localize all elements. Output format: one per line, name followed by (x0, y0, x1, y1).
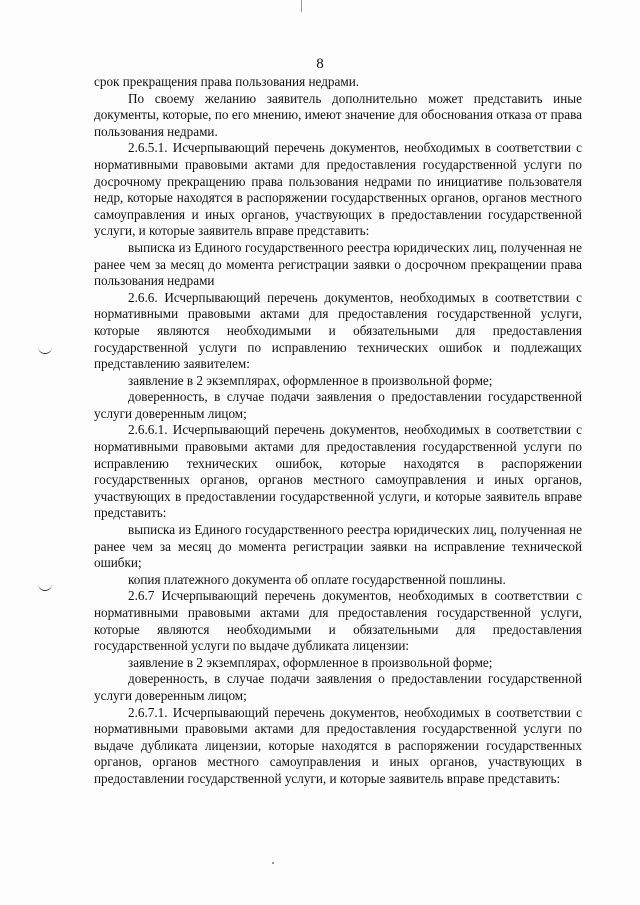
paragraph: 2.6.6. Исчерпывающий перечень документов, необходимых в соответствии с нормативными правовыми актами для предоставления государственной услуги, которые являются необходимыми и обязательными для предоставления государственной услуги по исправлению технических ошибок и подлежащих представлению заявителем: (94, 289, 582, 372)
page-number: 8 (316, 56, 324, 72)
paragraph: выписка из Единого государственного реестра юридических лиц, полученная не ранее чем за месяц до момента регистрации заявки на исправление технической ошибки; (94, 522, 582, 571)
binder-hole-mark (38, 347, 52, 354)
paragraph: 2.6.7.1. Исчерпывающий перечень документов, необходимых в соответствии с нормативными правовыми актами для предоставления государственной услуги по выдаче дубликата лицензии, которые находятся в распоряжении государственных органов, органов местного самоуправления и иных органов, участвующих в предоставлении государственной услуги, и которые заявитель вправе представить: (94, 704, 582, 786)
paragraph: 2.6.7 Исчерпывающий перечень документов, необходимых в соответствии с нормативными правовыми актами для предоставления государственной услуги, которые являются необходимыми и обязательными для предоставления государственной услуги по выдаче дубликата лицензии: (94, 588, 582, 654)
binder-hole-mark (38, 584, 52, 591)
document-body (94, 74, 582, 788)
paragraph: По своему желанию заявитель дополнительно может представить иные документы, которые, по его мнению, имеют значение для обоснования отказа от права пользования недрами. (94, 90, 582, 139)
paragraph: доверенность, в случае подачи заявления о предоставлении государственной услуги доверенным лицом; (94, 671, 582, 703)
paragraph: выписка из Единого государственного реестра юридических лиц, полученная не ранее чем за месяц до момента регистрации заявки о досрочном прекращении права пользования недрами (94, 239, 582, 289)
scan-mark-top (301, 0, 302, 12)
paragraph: заявление в 2 экземплярах, оформленное в произвольной форме; (128, 654, 493, 670)
paragraph: 2.6.5.1. Исчерпывающий перечень документов, необходимых в соответствии с нормативными правовыми актами для предоставления государственной услуги по досрочному прекращению права пользования недрами по инициативе пользователя недр, которые находятся в распоряжении государственных органов, органов местного самоуправления и иных органов, участвующих в предоставлении государственной услуги, и которые заявитель вправе представить: (94, 140, 582, 239)
paragraph: доверенность, в случае подачи заявления о предоставлении государственной услуги доверенным лицом; (94, 389, 582, 421)
paragraph: заявление в 2 экземплярах, оформленное в произвольной форме; (128, 372, 493, 388)
scan-mark-bottom (272, 862, 274, 864)
paragraph: 2.6.6.1. Исчерпывающий перечень документов, необходимых в соответствии с нормативными правовыми актами для предоставления государственной услуги по исправлению технических ошибок, которые находятся в распоряжении государственных органов, органов местного самоуправления и иных органов, участвующих в предоставлении государственной услуги, и которые заявитель вправе представить: (94, 422, 582, 521)
paragraph: копия платежного документа об оплате государственной пошлины. (128, 571, 506, 587)
paragraph: срок прекращения права пользования недрами. (94, 74, 360, 89)
